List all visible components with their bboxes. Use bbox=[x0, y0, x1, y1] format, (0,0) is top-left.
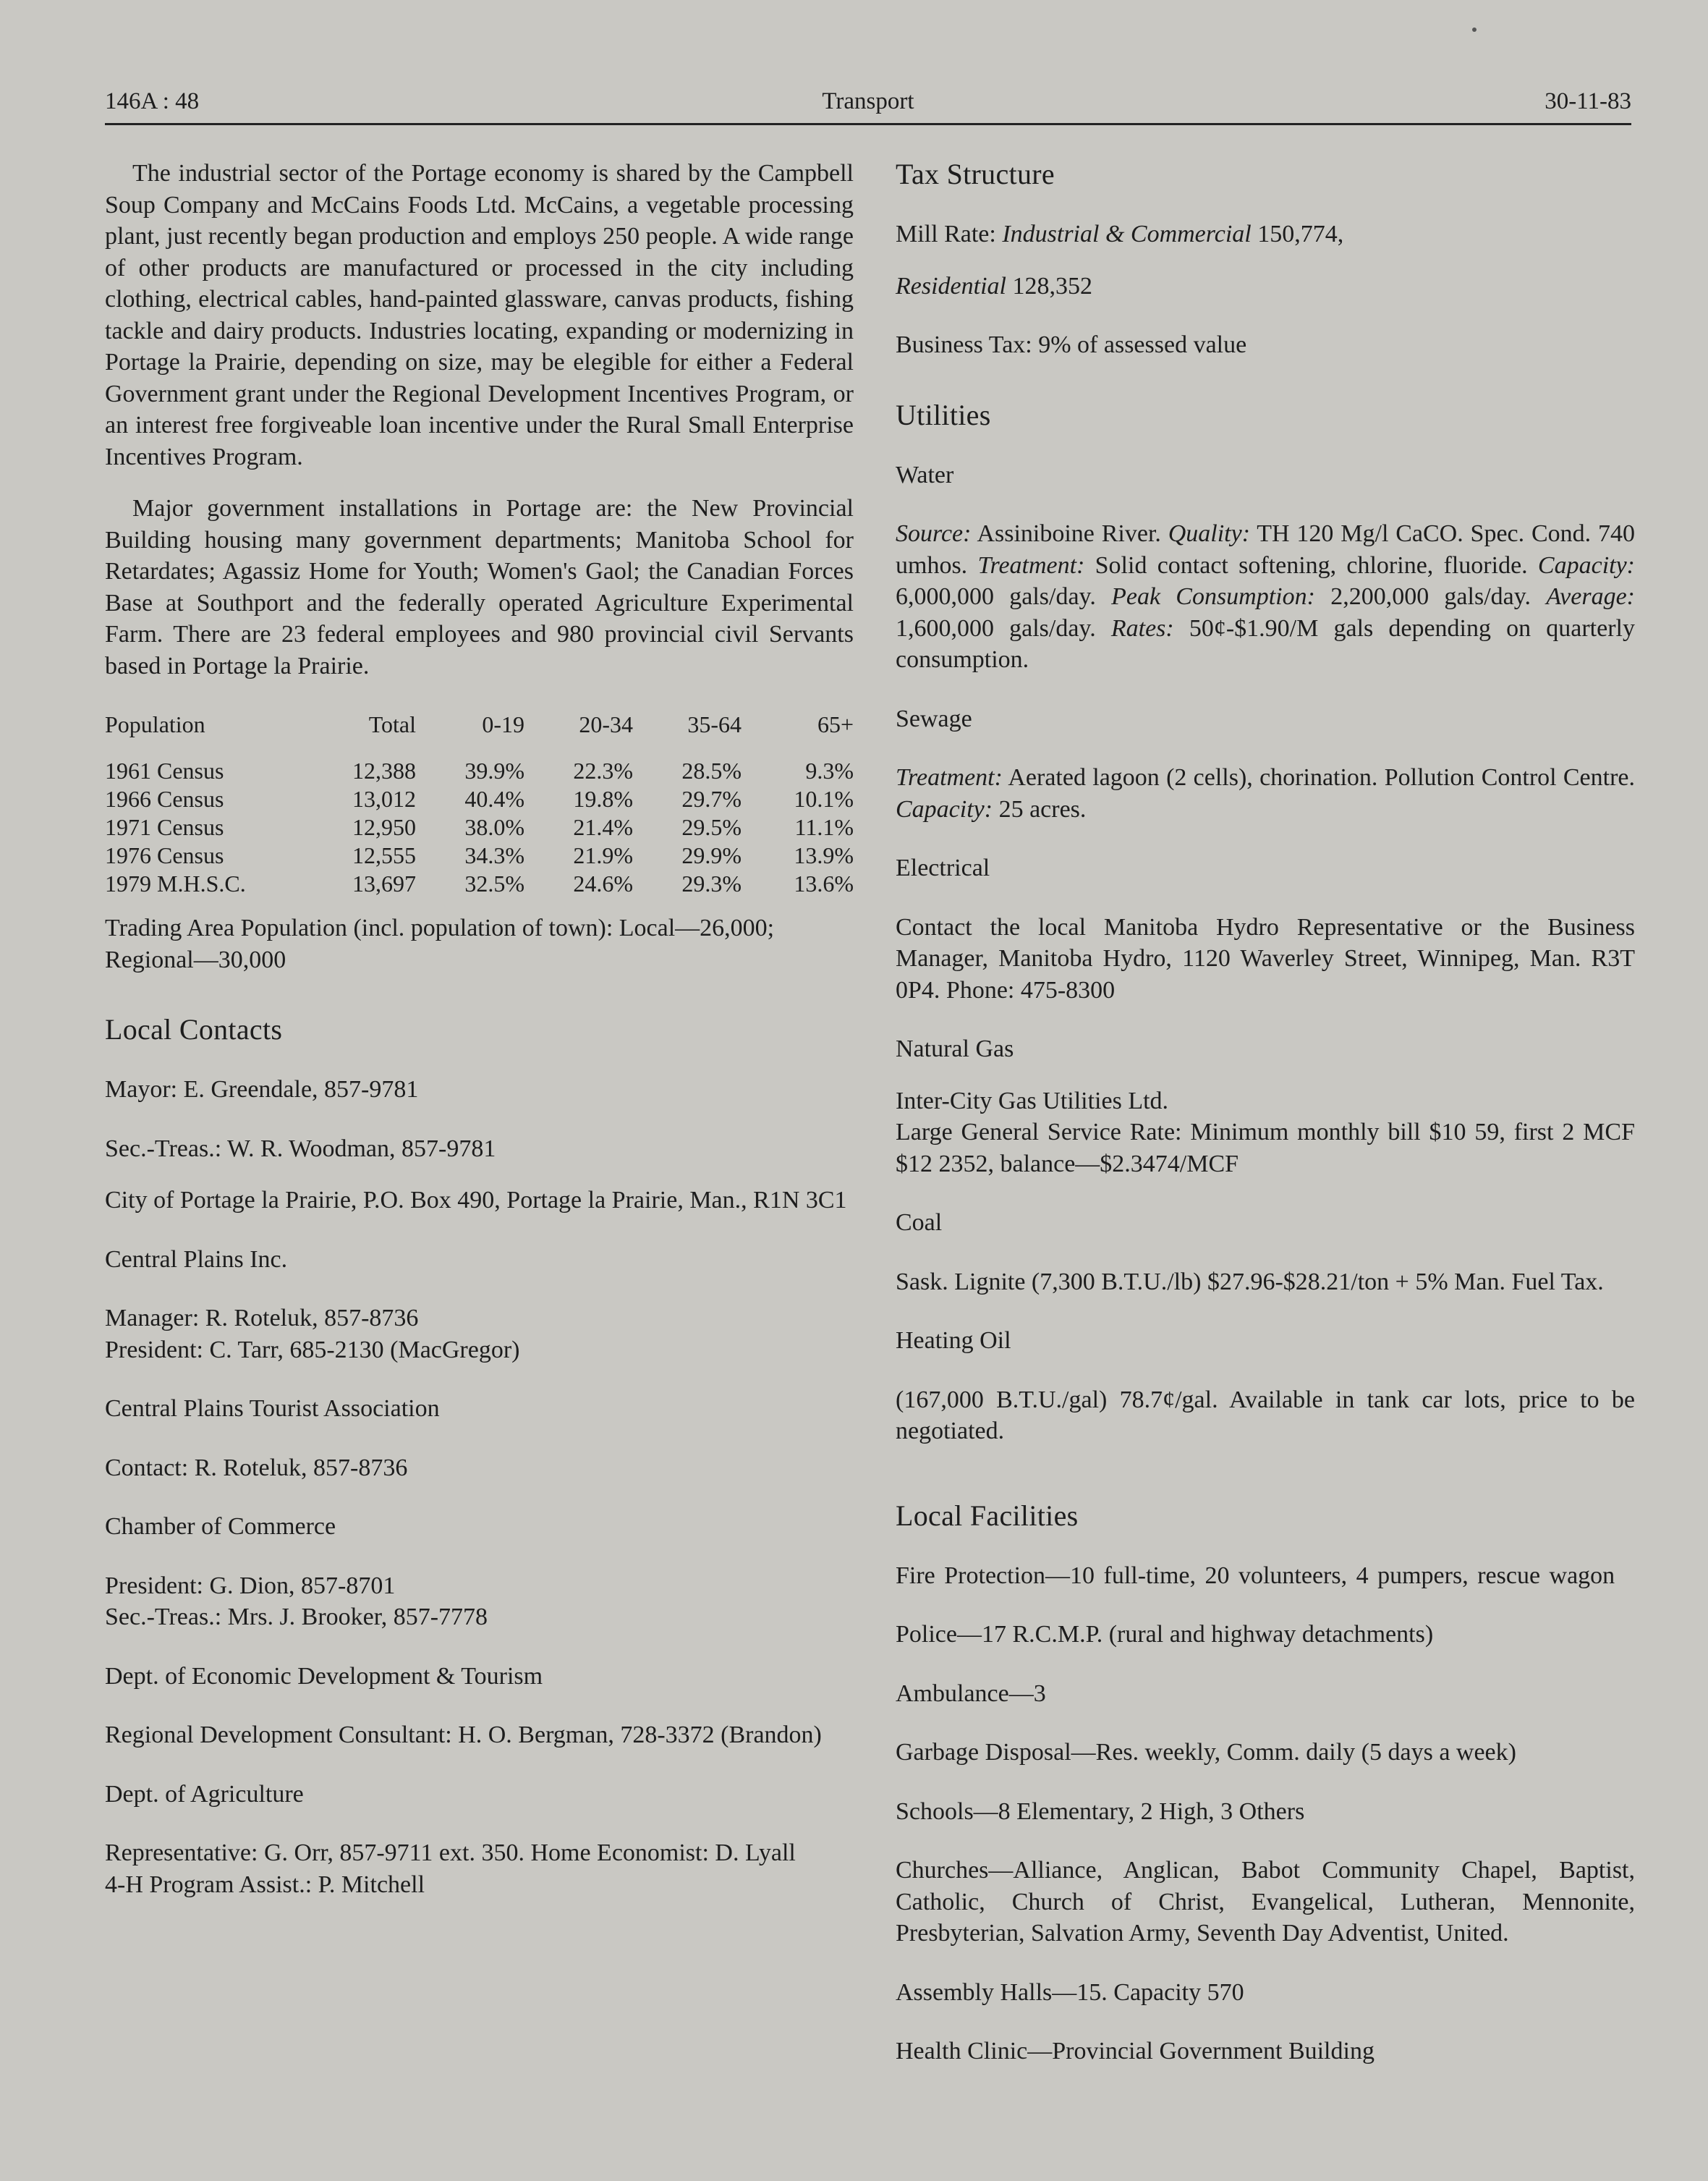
sec-treas-contact: Sec.-Treas.: W. R. Woodman, 857-9781 bbox=[105, 1135, 496, 1162]
city-address: City of Portage la Prairie, P.O. Box 490, Portage la Prairie, Man., R1N 3C1 bbox=[105, 1187, 847, 1214]
table-cell: 38.0% bbox=[464, 814, 524, 840]
sewage-capacity-value: 25 acres. bbox=[993, 795, 1087, 823]
sewage-details bbox=[896, 762, 1635, 825]
residential-rate bbox=[896, 271, 1635, 302]
table-cell: 11.1% bbox=[794, 814, 854, 840]
table-cell: 34.3% bbox=[464, 842, 524, 868]
industrial-paragraph: The industrial sector of the Portage economy is shared by the Campbell Soup Company and McCains Foods Ltd. McCains, a vegetable processing plant, just recently began production and employs 250 people. A wide range of other products are manufactured or processed in the city including clothing, electrical cables, hand-painted glassware, canvas products, fishing tackle and dairy products. Industries locating, expanding or modernizing in Portage la Prairie, depending on size, may be elegible for either a Federal Government grant under the Regional Development Incentives Program, or an interest free forgiveable loan incentive under the Rural Small Enterprise Incentives Program. bbox=[105, 160, 854, 470]
residential-value: 128,352 bbox=[1006, 272, 1092, 300]
electrical-heading: Electrical bbox=[896, 855, 990, 881]
industrial-commercial-label: Industrial & Commercial bbox=[1002, 221, 1252, 247]
rates-value: 50¢-$1.90/M gals depending on quarterly consumption. bbox=[896, 614, 1635, 673]
central-plains-heading: Central Plains Inc. bbox=[105, 1245, 288, 1273]
table-header-row bbox=[105, 711, 854, 757]
page-number: 146A : 48 bbox=[105, 88, 200, 114]
schools: Schools—8 Elementary, 2 High, 3 Others bbox=[896, 1797, 1305, 1825]
average-label: Average: bbox=[1546, 583, 1635, 610]
table-cell: 19.8% bbox=[573, 786, 633, 812]
page-speck bbox=[1472, 27, 1477, 32]
header-cell: 20-34 bbox=[579, 711, 633, 737]
chamber-sec-treas: Sec.-Treas.: Mrs. J. Brooker, 857-7778 bbox=[105, 1604, 488, 1630]
residential-label: Residential bbox=[896, 272, 1006, 300]
table-cell: 9.3% bbox=[805, 758, 854, 784]
coal-heading: Coal bbox=[896, 1209, 943, 1236]
table-row bbox=[105, 842, 854, 870]
econ-dev-heading: Dept. of Economic Development & Tourism bbox=[105, 1662, 543, 1690]
capacity-label: Capacity: bbox=[1537, 551, 1635, 579]
tourist-association-heading: Central Plains Tourist Association bbox=[105, 1395, 440, 1422]
table-row bbox=[105, 785, 854, 813]
chamber-heading: Chamber of Commerce bbox=[105, 1513, 336, 1540]
table-cell: 32.5% bbox=[464, 871, 524, 897]
tax-structure-heading: Tax Structure bbox=[896, 158, 1055, 190]
table-cell: 24.6% bbox=[573, 871, 633, 897]
table-cell: 1966 Census bbox=[105, 786, 224, 812]
page-header bbox=[105, 78, 1631, 122]
peak-consumption-label: Peak Consumption: bbox=[1111, 583, 1315, 610]
agriculture-representative: Representative: G. Orr, 857-9711 ext. 350. Home Economist: D. Lyall bbox=[105, 1839, 796, 1866]
agriculture-heading: Dept. of Agriculture bbox=[105, 1780, 304, 1808]
treatment-label: Treatment: bbox=[977, 551, 1085, 579]
utilities-heading: Utilities bbox=[896, 398, 991, 431]
coal-details: Sask. Lignite (7,300 B.T.U./lb) $27.96-$28.21/ton + 5% Man. Fuel Tax. bbox=[896, 1268, 1604, 1295]
trading-area-population: Trading Area Population (incl. population of town): Local—26,000; Regional—30,000 bbox=[105, 915, 775, 973]
table-row bbox=[105, 870, 854, 898]
rates-label: Rates: bbox=[1110, 614, 1174, 642]
mill-rate-label: Mill Rate: bbox=[896, 221, 1003, 247]
agriculture-4h-assistant: 4-H Program Assist.: P. Mitchell bbox=[105, 1871, 425, 1898]
table-cell: 1979 M.H.S.C. bbox=[105, 871, 246, 897]
electrical-details: Contact the local Manitoba Hydro Representative or the Business Manager, Manitoba Hydro, 1120 Waverley Street, Winnipeg, Man. R3T 0P4. Phone: 475-8300 bbox=[896, 913, 1635, 1004]
header-cell: Total bbox=[368, 711, 416, 737]
police: Police—17 R.C.M.P. (rural and highway detachments) bbox=[896, 1621, 1434, 1648]
table-cell: 21.9% bbox=[573, 842, 633, 868]
source-value: Assiniboine River. bbox=[971, 520, 1168, 547]
population-table bbox=[105, 711, 854, 898]
sewage-treatment-value: Aerated lagoon (2 cells), chorination. Pollution Control Centre. bbox=[1002, 764, 1635, 791]
industrial-commercial-value: 150,774, bbox=[1251, 221, 1344, 247]
table-cell: 22.3% bbox=[573, 758, 633, 784]
mill-rate bbox=[896, 219, 1635, 250]
quality-value: TH 120 Mg/l CaCO. Spec. Cond. 740 umhos. bbox=[896, 520, 1635, 579]
peak-consumption-value: 2,200,000 gals/day. bbox=[1314, 583, 1547, 610]
section-name: Transport bbox=[822, 88, 914, 114]
header-cell: 35-64 bbox=[687, 711, 742, 737]
local-contacts-heading: Local Contacts bbox=[105, 1013, 283, 1046]
table-cell: 12,388 bbox=[352, 758, 416, 784]
quality-label: Quality: bbox=[1168, 520, 1251, 547]
table-cell: 13,697 bbox=[352, 871, 416, 897]
table-cell: 1971 Census bbox=[105, 814, 224, 840]
gas-rate: Large General Service Rate: Minimum monthly bill $10 59, first 2 MCF $12 2352, balance—$2.3474/MCF bbox=[896, 1119, 1635, 1177]
government-paragraph: Major government installations in Portage are: the New Provincial Building housing many government departments; Manitoba School for Retardates; Agassiz Home for Youth; Women's Gaol; the Canadian Forces Base at Southport and the federally operated Agriculture Experimental Farm. There are 23 federal employees and 980 provincial civil Servants based in Portage la Prairie. bbox=[105, 495, 854, 679]
garbage-disposal: Garbage Disposal—Res. weekly, Comm. daily (5 days a week) bbox=[896, 1739, 1516, 1766]
mayor-contact: Mayor: E. Greendale, 857-9781 bbox=[105, 1076, 419, 1103]
table-cell: 13.6% bbox=[794, 871, 854, 897]
header-rule bbox=[105, 123, 1631, 125]
table-cell: 39.9% bbox=[464, 758, 524, 784]
header-cell: 0-19 bbox=[482, 711, 524, 737]
table-cell: 28.5% bbox=[681, 758, 742, 784]
sewage-heading: Sewage bbox=[896, 705, 972, 732]
table-cell: 29.7% bbox=[681, 786, 742, 812]
table-cell: 1976 Census bbox=[105, 842, 224, 868]
treatment-value: Solid contact softening, chlorine, fluoride. bbox=[1084, 551, 1538, 579]
ambulance: Ambulance—3 bbox=[896, 1680, 1046, 1707]
econ-dev-consultant: Regional Development Consultant: H. O. Bergman, 728-3372 (Brandon) bbox=[105, 1721, 822, 1748]
natural-gas-heading: Natural Gas bbox=[896, 1036, 1014, 1062]
table-row bbox=[105, 813, 854, 842]
heating-oil-details: (167,000 B.T.U./gal) 78.7¢/gal. Available in tank car lots, price to be negotiated. bbox=[896, 1386, 1635, 1444]
table-row bbox=[105, 757, 854, 785]
health-clinic: Health Clinic—Provincial Government Building bbox=[896, 2038, 1375, 2064]
header-cell: Population bbox=[105, 711, 205, 737]
table-cell: 13,012 bbox=[352, 786, 416, 812]
average-value: 1,600,000 gals/day. bbox=[896, 614, 1111, 642]
local-facilities-heading: Local Facilities bbox=[896, 1499, 1079, 1532]
table-cell: 21.4% bbox=[573, 814, 633, 840]
central-plains-president: President: C. Tarr, 685-2130 (MacGregor) bbox=[105, 1336, 520, 1363]
table-cell: 10.1% bbox=[794, 786, 854, 812]
gas-company: Inter-City Gas Utilities Ltd. bbox=[896, 1087, 1169, 1114]
table-cell: 1961 Census bbox=[105, 758, 224, 784]
page-date: 30-11-83 bbox=[1545, 88, 1631, 114]
churches: Churches—Alliance, Anglican, Babot Community Chapel, Baptist, Catholic, Church of Christ, Evangelical, Lutheran, Mennonite, Presbyterian, Salvation Army, Seventh Day Adventist, United. bbox=[896, 1857, 1635, 1947]
table-cell: 40.4% bbox=[464, 786, 524, 812]
sewage-capacity-label: Capacity: bbox=[896, 795, 993, 823]
left-column bbox=[105, 158, 854, 1900]
table-cell: 12,950 bbox=[352, 814, 416, 840]
sewage-treatment-label: Treatment: bbox=[896, 764, 1003, 791]
table-cell: 29.3% bbox=[681, 871, 742, 897]
assembly-halls: Assembly Halls—15. Capacity 570 bbox=[896, 1978, 1244, 2006]
source-label: Source: bbox=[896, 520, 972, 547]
table-cell: 29.9% bbox=[681, 842, 742, 868]
capacity-value: 6,000,000 gals/day. bbox=[896, 583, 1112, 610]
heating-oil-heading: Heating Oil bbox=[896, 1327, 1011, 1354]
table-cell: 12,555 bbox=[352, 842, 416, 868]
water-heading: Water bbox=[896, 461, 954, 488]
header-cell: 65+ bbox=[817, 711, 854, 737]
business-tax: Business Tax: 9% of assessed value bbox=[896, 331, 1247, 358]
central-plains-manager: Manager: R. Roteluk, 857-8736 bbox=[105, 1305, 419, 1331]
table-cell: 13.9% bbox=[794, 842, 854, 868]
water-details bbox=[896, 518, 1635, 676]
right-column bbox=[896, 158, 1635, 2067]
table-cell: 29.5% bbox=[681, 814, 742, 840]
chamber-president: President: G. Dion, 857-8701 bbox=[105, 1572, 396, 1599]
fire-protection: Fire Protection—10 full-time, 20 volunteers, 4 pumpers, rescue wagon bbox=[896, 1562, 1615, 1589]
tourist-association-contact: Contact: R. Roteluk, 857-8736 bbox=[105, 1454, 408, 1481]
